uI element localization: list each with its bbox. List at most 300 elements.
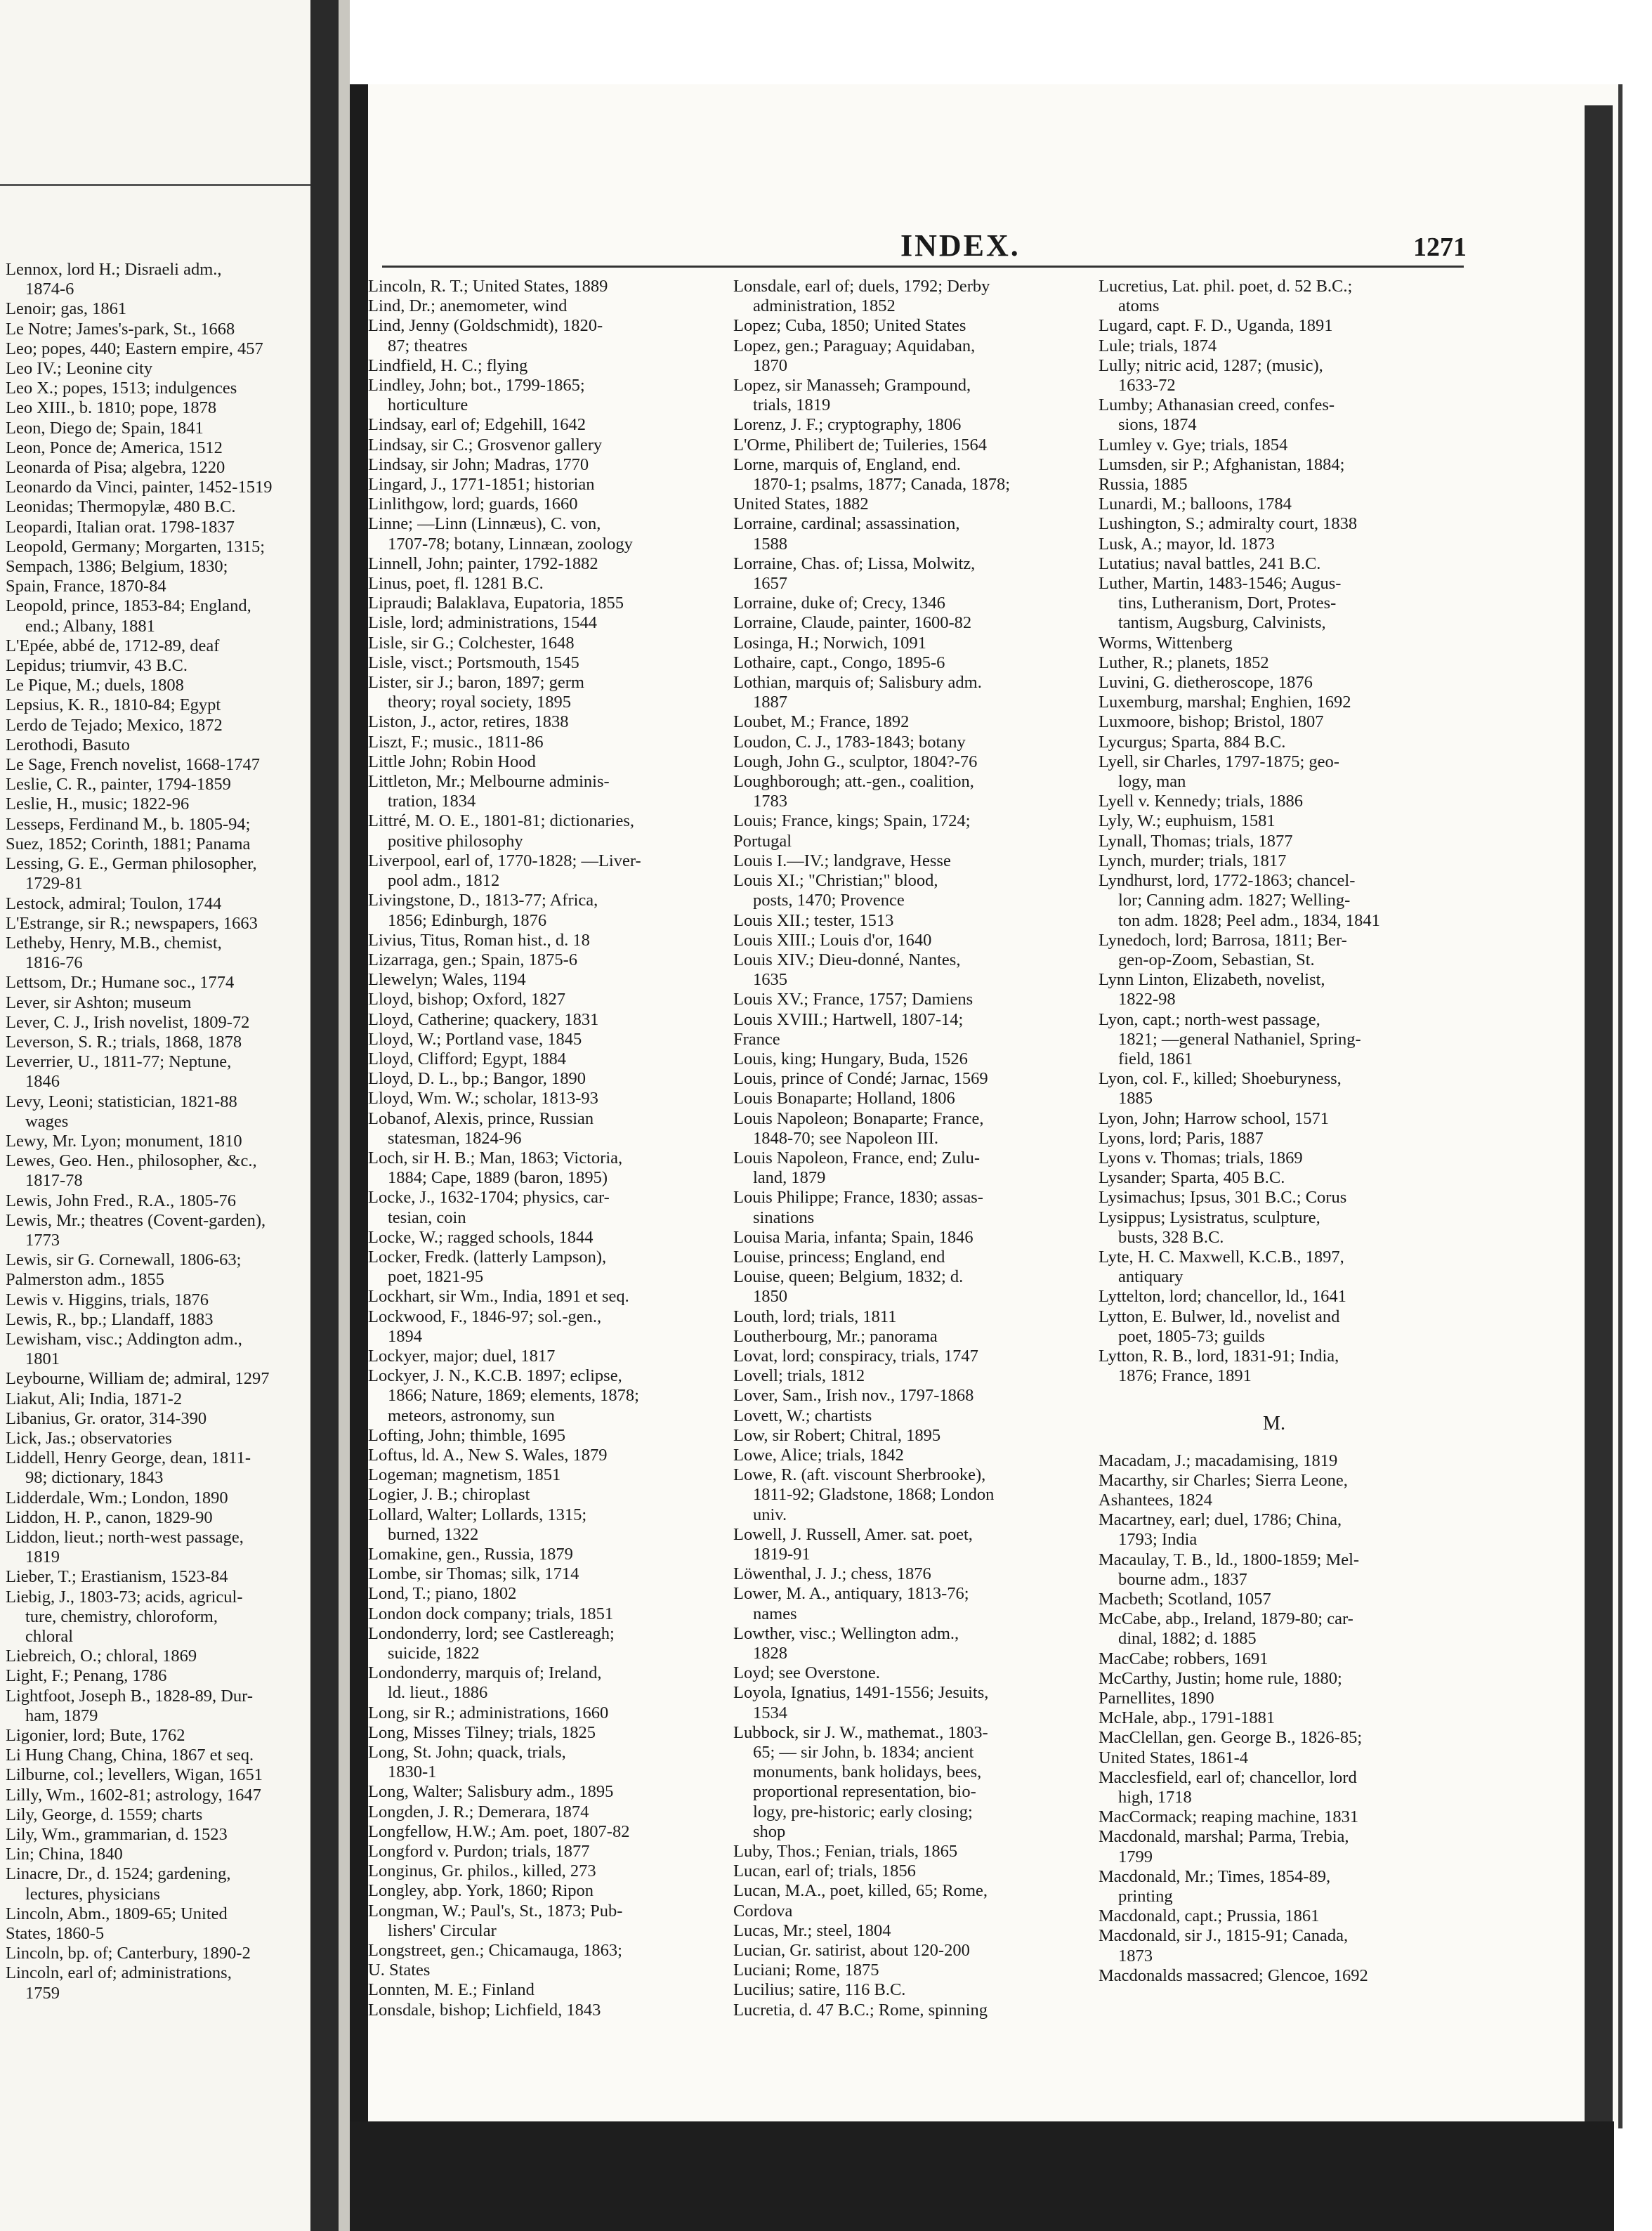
index-entry: Littleton, Mr.; Melbourne adminis- — [368, 772, 610, 792]
index-entry: Lloyd, W.; Portland vase, 1845 — [368, 1029, 582, 1049]
previous-page-rule — [0, 184, 350, 186]
index-entry: Lonsdale, bishop; Lichfield, 1843 — [368, 2000, 601, 2020]
index-column-2 — [733, 277, 1084, 2020]
index-entry: logy, pre-historic; early closing; — [753, 1802, 973, 1821]
index-entry: Lucilius; satire, 116 B.C. — [733, 1980, 906, 2000]
index-entry: Lindsay, earl of; Edgehill, 1642 — [368, 415, 586, 435]
index-entry: Lynn Linton, Elizabeth, novelist, — [1099, 970, 1325, 990]
index-entry: Lloyd, bishop; Oxford, 1827 — [368, 990, 566, 1009]
index-entry: antiquary — [1118, 1267, 1184, 1287]
index-entry: Long, sir R.; administrations, 1660 — [368, 1703, 609, 1722]
index-entry: Ligonier, lord; Bute, 1762 — [6, 1726, 185, 1746]
index-entry: Lorraine, cardinal; assassination, — [733, 514, 960, 534]
index-entry: proportional representation, bio- — [753, 1782, 976, 1802]
index-entry: 1822-98 — [1118, 990, 1176, 1009]
index-entry: Lumby; Athanasian creed, confes- — [1099, 395, 1335, 415]
index-entry: 1873 — [1118, 1946, 1153, 1965]
index-entry: Liston, J., actor, retires, 1838 — [368, 712, 569, 732]
index-entry: atoms — [1118, 296, 1160, 316]
index-entry: Lestock, admiral; Toulon, 1744 — [6, 894, 222, 913]
index-entry: Lollard, Walter; Lollards, 1315; — [368, 1505, 587, 1524]
index-entry: Louis XVIII.; Hartwell, 1807-14; — [733, 1009, 964, 1029]
index-entry: bourne adm., 1837 — [1118, 1569, 1247, 1589]
index-entry: Llewelyn; Wales, 1194 — [368, 970, 526, 990]
index-entry: ld. lieut., 1886 — [388, 1683, 488, 1703]
index-entry: Lindley, John; bot., 1799-1865; — [368, 376, 585, 395]
index-entry: Locker, Fredk. (latterly Lampson), — [368, 1247, 607, 1267]
index-entry: Luby, Thos.; Fenian, trials, 1865 — [733, 1842, 958, 1862]
index-entry: tesian, coin — [388, 1208, 466, 1227]
index-entry: Lorne, marquis of, England, end. — [733, 454, 961, 474]
index-entry: Lyell v. Kennedy; trials, 1886 — [1099, 792, 1303, 811]
index-entry: Long, Misses Tilney; trials, 1825 — [368, 1722, 596, 1742]
index-entry: Lynch, murder; trials, 1817 — [1099, 851, 1287, 870]
index-entry: Louis XV.; France, 1757; Damiens — [733, 990, 973, 1009]
header-rule — [382, 266, 1464, 268]
index-entry: Louis XII.; tester, 1513 — [733, 910, 894, 930]
index-entry: suicide, 1822 — [388, 1644, 480, 1663]
page-title: INDEX. — [900, 228, 1021, 263]
index-entry: Loughborough; att.-gen., coalition, — [733, 772, 974, 792]
index-entry: Lonnten, M. E.; Finland — [368, 1980, 535, 2000]
index-entry: 87; theatres — [388, 336, 468, 355]
index-entry: Lorraine, Chas. of; Lissa, Molwitz, — [733, 554, 976, 573]
index-entry: chloral — [25, 1627, 74, 1647]
index-entry: 1856; Edinburgh, 1876 — [388, 910, 547, 930]
index-entry: Lind, Jenny (Goldschmidt), 1820- — [368, 316, 603, 336]
index-entry: Lynall, Thomas; trials, 1877 — [1099, 831, 1293, 851]
index-entry: administration, 1852 — [753, 296, 896, 316]
index-entry: Lovett, W.; chartists — [733, 1406, 872, 1425]
index-entry: Macdonald, marshal; Parma, Trebia, — [1099, 1827, 1349, 1847]
index-column-3 — [1099, 277, 1450, 1986]
index-entry: 1870 — [753, 355, 787, 375]
index-entry: Lyttelton, lord; chancellor, ld., 1641 — [1099, 1287, 1346, 1307]
index-entry: Lockwood, F., 1846-97; sol.-gen., — [368, 1307, 602, 1326]
index-entry: Loutherbourg, Mr.; panorama — [733, 1326, 938, 1346]
index-entry: gen-op-Zoom, Sebastian, St. — [1118, 950, 1315, 969]
index-entry: Lennox, lord H.; Disraeli adm., — [6, 260, 222, 279]
index-entry: Liddell, Henry George, dean, 1811- — [6, 1448, 251, 1468]
index-entry: Liddon, lieut.; north-west passage, — [6, 1528, 244, 1547]
index-page — [350, 84, 1618, 2128]
index-entry: Louth, lord; trials, 1811 — [733, 1307, 897, 1326]
index-entry: Loubet, M.; France, 1892 — [733, 712, 910, 732]
index-entry: Lingard, J., 1771-1851; historian — [368, 475, 595, 495]
index-entry: Lever, sir Ashton; museum — [6, 993, 192, 1012]
index-entry: Lowe, R. (aft. viscount Sherbrooke), — [733, 1465, 986, 1485]
index-entry: Louis, prince of Condé; Jarnac, 1569 — [733, 1069, 988, 1089]
index-entry: France — [733, 1029, 780, 1049]
index-entry: Lincoln, earl of; administrations, — [6, 1963, 232, 1983]
index-entry: Lombe, sir Thomas; silk, 1714 — [368, 1564, 579, 1584]
index-entry: Le Pique, M.; duels, 1808 — [6, 676, 184, 695]
index-entry: 1819-91 — [753, 1545, 811, 1564]
index-entry: Lin; China, 1840 — [6, 1845, 123, 1864]
index-entry: Macarthy, sir Charles; Sierra Leone, — [1099, 1470, 1348, 1490]
index-entry: Le Notre; James's-park, St., 1668 — [6, 319, 235, 339]
index-entry: Libanius, Gr. orator, 314-390 — [6, 1408, 207, 1428]
index-entry: 1588 — [753, 534, 787, 554]
index-entry: Logier, J. B.; chiroplast — [368, 1485, 530, 1505]
index-entry: Spain, France, 1870-84 — [6, 577, 166, 596]
index-entry: Leslie, C. R., painter, 1794-1859 — [6, 775, 231, 794]
index-entry: Liverpool, earl of, 1770-1828; —Liver- — [368, 851, 641, 870]
page-edge — [1585, 105, 1613, 2142]
index-entry: Lerothodi, Basuto — [6, 735, 130, 754]
index-entry: Löwenthal, J. J.; chess, 1876 — [733, 1564, 931, 1584]
index-entry: names — [753, 1604, 797, 1623]
index-entry: 1848-70; see Napoleon III. — [753, 1128, 938, 1148]
index-entry: 1846 — [25, 1072, 60, 1092]
index-entry: lectures, physicians — [25, 1884, 160, 1904]
index-entry: Long, Walter; Salisbury adm., 1895 — [368, 1782, 614, 1802]
index-entry: Lopez, gen.; Paraguay; Aquidaban, — [733, 336, 976, 355]
index-entry: Long, St. John; quack, trials, — [368, 1743, 566, 1762]
index-entry: MacClellan, gen. George B., 1826-85; — [1099, 1728, 1363, 1748]
index-entry: land, 1879 — [753, 1168, 826, 1188]
index-entry: Lyell, sir Charles, 1797-1875; geo- — [1099, 752, 1339, 771]
index-entry: end.; Albany, 1881 — [25, 616, 155, 636]
index-entry: Leopold, prince, 1853-84; England, — [6, 596, 251, 616]
index-entry: Lindsay, sir C.; Grosvenor gallery — [368, 435, 603, 454]
index-entry: Lincoln, R. T.; United States, 1889 — [368, 277, 608, 296]
index-entry: Louis Philippe; France, 1830; assas- — [733, 1188, 983, 1208]
index-entry: posts, 1470; Provence — [753, 891, 905, 910]
index-entry: Lytton, E. Bulwer, ld., novelist and — [1099, 1307, 1340, 1326]
index-entry: Lomakine, gen., Russia, 1879 — [368, 1545, 573, 1564]
index-entry: Lockhart, sir Wm., India, 1891 et seq. — [368, 1287, 629, 1307]
index-entry: 1799 — [1118, 1847, 1153, 1866]
index-entry: Longfellow, H.W.; Am. poet, 1807-82 — [368, 1821, 630, 1841]
index-entry: Luvini, G. dietheroscope, 1876 — [1099, 673, 1313, 693]
index-entry: Luxmoore, bishop; Bristol, 1807 — [1099, 712, 1324, 732]
index-entry: Lynedoch, lord; Barrosa, 1811; Ber- — [1099, 930, 1347, 950]
index-entry: Levy, Leoni; statistician, 1821-88 — [6, 1092, 237, 1111]
index-entry: Lloyd, Wm. W.; scholar, 1813-93 — [368, 1089, 598, 1108]
index-entry: Longden, J. R.; Demerara, 1874 — [368, 1802, 589, 1821]
index-entry: busts, 328 B.C. — [1118, 1227, 1224, 1247]
index-entry: Lilburne, col.; levellers, Wigan, 1651 — [6, 1765, 263, 1785]
index-entry: Lockyer, J. N., K.C.B. 1897; eclipse, — [368, 1366, 622, 1386]
index-entry: Leverson, S. R.; trials, 1868, 1878 — [6, 1032, 242, 1052]
index-entry: Lincoln, Abm., 1809-65; United — [6, 1904, 228, 1923]
index-entry: trials, 1819 — [753, 395, 831, 415]
index-entry: horticulture — [388, 395, 468, 415]
index-entry: Loyd; see Overstone. — [733, 1663, 880, 1683]
index-entry: Leon, Ponce de; America, 1512 — [6, 438, 223, 457]
index-entry: Londonderry, marquis of; Ireland, — [368, 1663, 602, 1683]
index-entry: Lopez, sir Manasseh; Grampound, — [733, 376, 971, 395]
index-entry: Livius, Titus, Roman hist., d. 18 — [368, 930, 590, 950]
page-number: 1271 — [1413, 233, 1467, 262]
index-entry: Lyly, W.; euphuism, 1581 — [1099, 811, 1276, 831]
index-entry: 1633-72 — [1118, 376, 1176, 395]
index-entry: 1783 — [753, 792, 787, 811]
index-entry: Macdonalds massacred; Glencoe, 1692 — [1099, 1965, 1368, 1985]
index-entry: Lyon, col. F., killed; Shoeburyness, — [1099, 1069, 1342, 1089]
index-entry: Lettsom, Dr.; Humane soc., 1774 — [6, 973, 235, 993]
index-entry: Lewis, John Fred., R.A., 1805-76 — [6, 1191, 237, 1210]
index-entry: statesman, 1824-96 — [388, 1128, 522, 1148]
index-entry: 1534 — [753, 1703, 787, 1722]
index-entry: Portugal — [733, 831, 792, 851]
index-entry: Lucas, Mr.; steel, 1804 — [733, 1921, 891, 1940]
index-entry: Lover, Sam., Irish nov., 1797-1868 — [733, 1386, 974, 1406]
page-header — [388, 228, 1467, 266]
index-entry: Lisle, lord; administrations, 1544 — [368, 613, 597, 633]
page-gutter — [310, 0, 339, 2231]
index-entry: Le Sage, French novelist, 1668-1747 — [6, 755, 260, 775]
index-entry: dinal, 1882; d. 1885 — [1118, 1629, 1257, 1649]
index-entry: Locke, W.; ragged schools, 1844 — [368, 1227, 594, 1247]
index-entry: Lysimachus; Ipsus, 301 B.C.; Corus — [1099, 1188, 1347, 1208]
index-entry: Luther, R.; planets, 1852 — [1099, 653, 1269, 672]
index-entry: 1850 — [753, 1287, 787, 1307]
index-entry: Lowe, Alice; trials, 1842 — [733, 1445, 904, 1465]
index-entry: Louise, princess; England, end — [733, 1247, 945, 1267]
index-entry: Littré, M. O. E., 1801-81; dictionaries, — [368, 811, 634, 831]
index-entry: Leo XIII., b. 1810; pope, 1878 — [6, 398, 217, 418]
index-entry: Macclesfield, earl of; chancellor, lord — [1099, 1767, 1357, 1787]
index-entry: McHale, abp., 1791-1881 — [1099, 1708, 1276, 1728]
index-entry: Leslie, H., music; 1822-96 — [6, 794, 190, 814]
index-column-1 — [368, 277, 719, 2020]
index-entry: Lewisham, visc.; Addington adm., — [6, 1329, 242, 1349]
index-entry: monuments, bank holidays, bees, — [753, 1762, 982, 1782]
index-entry: Lough, John G., sculptor, 1804?-76 — [733, 752, 978, 771]
index-entry: Longman, W.; Paul's, St., 1873; Pub- — [368, 1901, 623, 1921]
index-entry: 1801 — [25, 1349, 60, 1369]
index-entry: Leopardi, Italian orat. 1798-1837 — [6, 517, 235, 537]
index-entry: Lick, Jas.; observatories — [6, 1428, 172, 1448]
index-entry: sinations — [753, 1208, 815, 1227]
index-entry: MacCormack; reaping machine, 1831 — [1099, 1807, 1359, 1827]
index-entry: Worms, Wittenberg — [1099, 633, 1233, 653]
index-entry: ton adm. 1828; Peel adm., 1834, 1841 — [1118, 910, 1380, 930]
index-entry: tins, Lutheranism, Dort, Protes- — [1118, 594, 1337, 613]
index-entry: lor; Canning adm. 1827; Welling- — [1118, 891, 1351, 910]
index-entry: wages — [25, 1111, 69, 1131]
index-entry: Lutatius; naval battles, 241 B.C. — [1099, 554, 1321, 573]
index-entry: Lilly, Wm., 1602-81; astrology, 1647 — [6, 1785, 261, 1805]
index-entry: Lisle, visct.; Portsmouth, 1545 — [368, 653, 579, 672]
index-entry: pool adm., 1812 — [388, 871, 500, 891]
index-entry: Lloyd, Clifford; Egypt, 1884 — [368, 1049, 566, 1068]
index-entry: Lower, M. A., antiquary, 1813-76; — [733, 1584, 969, 1604]
index-entry: Leopold, Germany; Morgarten, 1315; — [6, 537, 266, 556]
index-entry: Macartney, earl; duel, 1786; China, — [1099, 1510, 1342, 1530]
index-entry: Luciani; Rome, 1875 — [733, 1961, 879, 1980]
index-entry: ture, chemistry, chloroform, — [25, 1607, 218, 1626]
index-entry: Louis Napoleon, France, end; Zulu- — [733, 1148, 981, 1167]
index-entry: Lewy, Mr. Lyon; monument, 1810 — [6, 1131, 242, 1151]
index-entry: Loudon, C. J., 1783-1843; botany — [733, 732, 966, 752]
index-entry: McCarthy, Justin; home rule, 1880; — [1099, 1668, 1342, 1688]
index-entry: Lyte, H. C. Maxwell, K.C.B., 1897, — [1099, 1247, 1344, 1267]
index-entry: Locke, J., 1632-1704; physics, car- — [368, 1188, 610, 1208]
index-entry: field, 1861 — [1118, 1049, 1193, 1068]
index-entry: Low, sir Robert; Chitral, 1895 — [733, 1425, 941, 1445]
index-entry: 1828 — [753, 1644, 787, 1663]
index-entry: Longford v. Purdon; trials, 1877 — [368, 1842, 590, 1862]
index-entry: Lumsden, sir P.; Afghanistan, 1884; — [1099, 454, 1345, 474]
index-entry: poet, 1805-73; guilds — [1118, 1326, 1265, 1346]
index-entry: Lorraine, Claude, painter, 1600-82 — [733, 613, 972, 633]
index-entry: 1816-76 — [25, 953, 83, 973]
index-entry: tantism, Augsburg, Calvinists, — [1118, 613, 1326, 633]
index-entry: 1894 — [388, 1326, 422, 1346]
index-entry: London dock company; trials, 1851 — [368, 1604, 614, 1623]
index-entry: Lever, C. J., Irish novelist, 1809-72 — [6, 1012, 250, 1032]
index-entry: 1874-6 — [25, 280, 74, 299]
index-entry: Linne; —Linn (Linnæus), C. von, — [368, 514, 601, 534]
index-entry: 1821; —general Nathaniel, Spring- — [1118, 1029, 1361, 1049]
index-entry: Lily, George, d. 1559; charts — [6, 1805, 203, 1824]
index-entry: Louis I.—IV.; landgrave, Hesse — [733, 851, 951, 870]
index-entry: printing — [1118, 1887, 1173, 1906]
index-entry: Lopez; Cuba, 1850; United States — [733, 316, 966, 336]
index-entry: Lorraine, duke of; Crecy, 1346 — [733, 594, 945, 613]
index-entry: Louis, king; Hungary, Buda, 1526 — [733, 1049, 968, 1068]
index-entry: Macdonald, capt.; Prussia, 1861 — [1099, 1906, 1320, 1926]
index-entry: Parnellites, 1890 — [1099, 1689, 1214, 1708]
index-entry: Ashantees, 1824 — [1099, 1490, 1212, 1510]
index-entry: Louise, queen; Belgium, 1832; d. — [733, 1267, 964, 1287]
index-entry: Lothaire, capt., Congo, 1895-6 — [733, 653, 945, 672]
index-entry: Louis Bonaparte; Holland, 1806 — [733, 1089, 955, 1108]
index-entry: Lindfield, H. C.; flying — [368, 355, 528, 375]
index-entry: Linnell, John; painter, 1792-1882 — [368, 554, 598, 573]
index-entry: Lucretius, Lat. phil. poet, d. 52 B.C.; — [1099, 277, 1353, 296]
index-entry: Lucan, earl of; trials, 1856 — [733, 1862, 916, 1881]
index-entry: 1885 — [1118, 1089, 1153, 1108]
index-entry: Lofting, John; thimble, 1695 — [368, 1425, 566, 1445]
index-entry: Cordova — [733, 1901, 793, 1921]
index-entry: 1819 — [25, 1548, 60, 1567]
index-entry: tration, 1834 — [388, 792, 476, 811]
index-entry: Lovat, lord; conspiracy, trials, 1747 — [733, 1346, 978, 1366]
index-entry: Lipraudi; Balaklava, Eupatoria, 1855 — [368, 594, 624, 613]
index-entry: L'Epée, abbé de, 1712-89, deaf — [6, 636, 220, 655]
index-entry: Lully; nitric acid, 1287; (music), — [1099, 355, 1323, 375]
index-entry: L'Orme, Philibert de; Tuileries, 1564 — [733, 435, 988, 454]
index-entry: Lightfoot, Joseph B., 1828-89, Dur- — [6, 1686, 254, 1706]
index-entry: Leonidas; Thermopylæ, 480 B.C. — [6, 497, 236, 517]
index-entry: Lugard, capt. F. D., Uganda, 1891 — [1099, 316, 1333, 336]
index-entry: 1830-1 — [388, 1762, 437, 1782]
index-entry: Linacre, Dr., d. 1524; gardening, — [6, 1864, 231, 1884]
index-entry: Linus, poet, fl. 1281 B.C. — [368, 574, 544, 594]
index-entry: 1866; Nature, 1869; elements, 1878; — [388, 1386, 639, 1406]
index-entry: MacCabe; robbers, 1691 — [1099, 1649, 1268, 1668]
index-entry: Liszt, F.; music., 1811-86 — [368, 732, 544, 752]
index-entry: Liddon, H. P., canon, 1829-90 — [6, 1507, 213, 1527]
index-entry: 1729-81 — [25, 874, 83, 894]
index-entry: lishers' Circular — [388, 1921, 497, 1940]
previous-page-column — [6, 260, 350, 2003]
index-entry: Liebig, J., 1803-73; acids, agricul- — [6, 1587, 243, 1607]
index-entry: Lovell; trials, 1812 — [733, 1366, 865, 1386]
index-entry: Lewes, Geo. Hen., philosopher, &c., — [6, 1151, 257, 1171]
index-entry: Lobanof, Alexis, prince, Russian — [368, 1108, 594, 1128]
index-entry: Lycurgus; Sparta, 884 B.C. — [1099, 732, 1286, 752]
index-entry: Lewis v. Higgins, trials, 1876 — [6, 1290, 209, 1309]
index-entry: Lind, Dr.; anemometer, wind — [368, 296, 568, 316]
index-entry: Loftus, ld. A., New S. Wales, 1879 — [368, 1445, 608, 1465]
index-entry: Louis XI.; "Christian;" blood, — [733, 871, 938, 891]
index-entry: Macdonald, Mr.; Times, 1854-89, — [1099, 1866, 1331, 1886]
index-entry: meteors, astronomy, sun — [388, 1406, 555, 1425]
index-entry: ham, 1879 — [25, 1706, 98, 1725]
index-entry: Leo X.; popes, 1513; indulgences — [6, 379, 237, 398]
index-entry: Lyons v. Thomas; trials, 1869 — [1099, 1148, 1303, 1167]
index-entry: Loyola, Ignatius, 1491-1556; Jesuits, — [733, 1683, 989, 1703]
index-entry: Lewis, R., bp.; Llandaff, 1883 — [6, 1309, 214, 1329]
index-entry: 1870-1; psalms, 1877; Canada, 1878; — [753, 475, 1011, 495]
index-entry: theory; royal society, 1895 — [388, 693, 572, 712]
index-entry: poet, 1821-95 — [388, 1267, 484, 1287]
index-entry: Lloyd, D. L., bp.; Bangor, 1890 — [368, 1069, 586, 1089]
index-entry: 1657 — [753, 574, 787, 594]
section-letter-m: M. — [1263, 1413, 1285, 1435]
index-entry: Leon, Diego de; Spain, 1841 — [6, 418, 204, 438]
index-entry: Light, F.; Penang, 1786 — [6, 1666, 167, 1686]
index-entry: Leo; popes, 440; Eastern empire, 457 — [6, 339, 263, 358]
index-entry: Lieber, T.; Erastianism, 1523-84 — [6, 1567, 228, 1587]
index-entry: Livingstone, D., 1813-77; Africa, — [368, 891, 598, 910]
index-entry: logy, man — [1118, 772, 1186, 792]
index-entry: Lonsdale, earl of; duels, 1792; Derby — [733, 277, 990, 296]
index-entry: Lucian, Gr. satirist, about 120-200 — [733, 1941, 970, 1961]
index-entry: 1793; India — [1118, 1530, 1198, 1550]
index-entry: burned, 1322 — [388, 1524, 479, 1544]
index-entry: Lockyer, major; duel, 1817 — [368, 1346, 556, 1366]
index-entry: Lessing, G. E., German philosopher, — [6, 854, 257, 874]
index-entry: Longley, abp. York, 1860; Ripon — [368, 1881, 594, 1901]
index-entry: Lucretia, d. 47 B.C.; Rome, spinning — [733, 2000, 988, 2020]
index-entry: Macdonald, sir J., 1815-91; Canada, — [1099, 1926, 1349, 1946]
index-entry: Li Hung Chang, China, 1867 et seq. — [6, 1746, 254, 1765]
index-entry: Lumley v. Gye; trials, 1854 — [1099, 435, 1288, 454]
index-entry: Suez, 1852; Corinth, 1881; Panama — [6, 834, 251, 853]
index-entry: McCabe, abp., Ireland, 1879-80; car- — [1099, 1609, 1353, 1629]
index-entry: Little John; Robin Hood — [368, 752, 536, 771]
index-entry: Leo IV.; Leonine city — [6, 359, 153, 379]
index-entry: Lysander; Sparta, 405 B.C. — [1099, 1168, 1285, 1188]
index-entry: Lisle, sir G.; Colchester, 1648 — [368, 633, 575, 653]
index-entry: Losinga, H.; Norwich, 1091 — [733, 633, 926, 653]
index-entry: Macaulay, T. B., ld., 1800-1859; Mel- — [1099, 1550, 1360, 1569]
index-entry: high, 1718 — [1118, 1788, 1192, 1807]
index-entry: Lizarraga, gen.; Spain, 1875-6 — [368, 950, 577, 969]
index-entry: 1876; France, 1891 — [1118, 1366, 1252, 1386]
index-entry: sions, 1874 — [1118, 415, 1197, 435]
index-entry: 1773 — [25, 1230, 60, 1250]
index-entry: Lerdo de Tejado; Mexico, 1872 — [6, 715, 223, 735]
index-entry: Lily, Wm., grammarian, d. 1523 — [6, 1825, 228, 1845]
index-entry: Lysippus; Lysistratus, sculpture, — [1099, 1208, 1320, 1227]
index-entry: Lindsay, sir John; Madras, 1770 — [368, 454, 589, 474]
index-entry: 98; dictionary, 1843 — [25, 1468, 164, 1488]
index-entry: Longstreet, gen.; Chicamauga, 1863; — [368, 1941, 622, 1961]
index-entry: Lusk, A.; mayor, ld. 1873 — [1099, 534, 1275, 554]
previous-page-fragment — [0, 0, 350, 2231]
index-entry: Lenoir; gas, 1861 — [6, 299, 127, 319]
index-entry: Lubbock, sir J. W., mathemat., 1803- — [733, 1722, 988, 1742]
index-entry: Loch, sir H. B.; Man, 1863; Victoria, — [368, 1148, 623, 1167]
index-entry: Louis Napoleon; Bonaparte; France, — [733, 1108, 984, 1128]
